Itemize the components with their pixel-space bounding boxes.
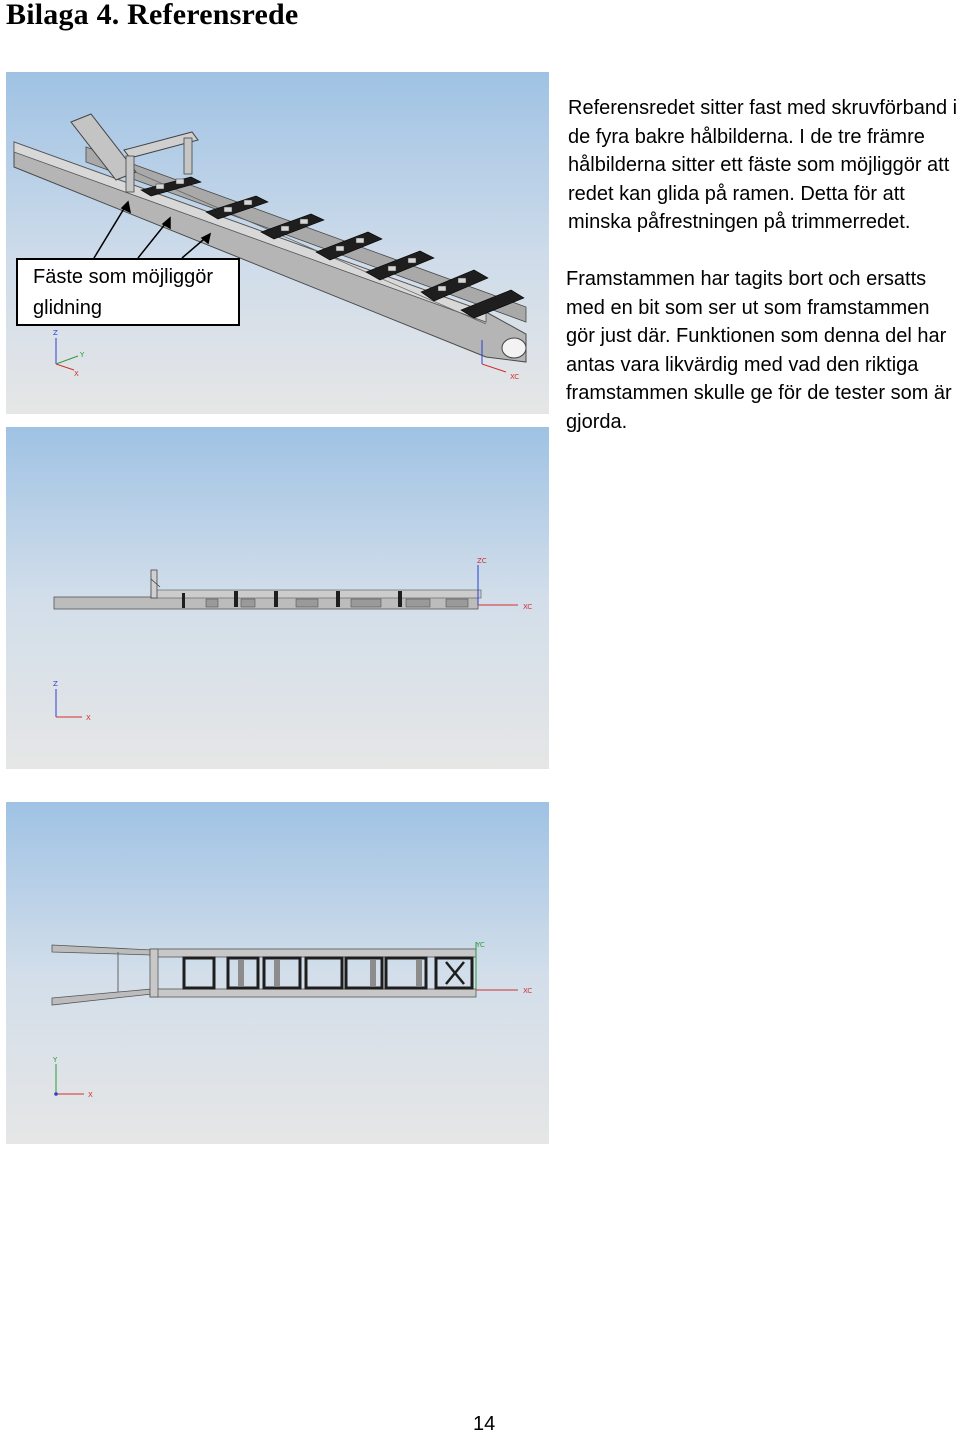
side-view-figure [6,427,549,769]
page-heading: Bilaga 4. Referensrede [6,0,299,31]
top-frame-render [6,802,549,1144]
side-frame-render [6,427,549,769]
x-axis-label: X [88,1091,93,1099]
mount-callout-box [16,258,240,326]
paragraph-framstammen: Framstammen har tagits bort och ersatts med en bit som ser ut som framstammen gör just där. Funktionen som denna del har antas vara likvärdig med vad den riktiga framstammen skulle ge för de tester som är gjorda. [566,267,952,433]
page-number: 14 [473,1413,496,1435]
xc-label: XC [523,987,533,995]
xc-label: XC [510,373,520,381]
x-axis-label: X [74,370,79,378]
xc-label: XC [523,603,533,611]
yc-label: YC [476,941,485,949]
z-axis-label: Z [53,329,58,337]
y-axis-label: Y [80,351,85,359]
x-axis-label: X [86,714,91,722]
callout-line-2: glidning [33,297,102,319]
callout-line-1: Fäste som möjliggör [33,266,214,288]
y-axis-label: Y [53,1056,58,1064]
description-text [568,94,960,465]
paragraph-attachment: Referensredet sitter fast med skruvförband i de fyra bakre hålbilderna. I de tre främre hålbilderna sitter ett fäste som möjliggör att redet kan glida på ramen. Detta för att minska påfrestningen på trimmerredet. [568,97,958,234]
isometric-frame-render [6,72,549,414]
top-view-figure [6,802,549,1144]
isometric-view-figure [6,72,549,414]
zc-label: ZC [477,557,487,565]
z-axis-label: Z [53,680,58,688]
